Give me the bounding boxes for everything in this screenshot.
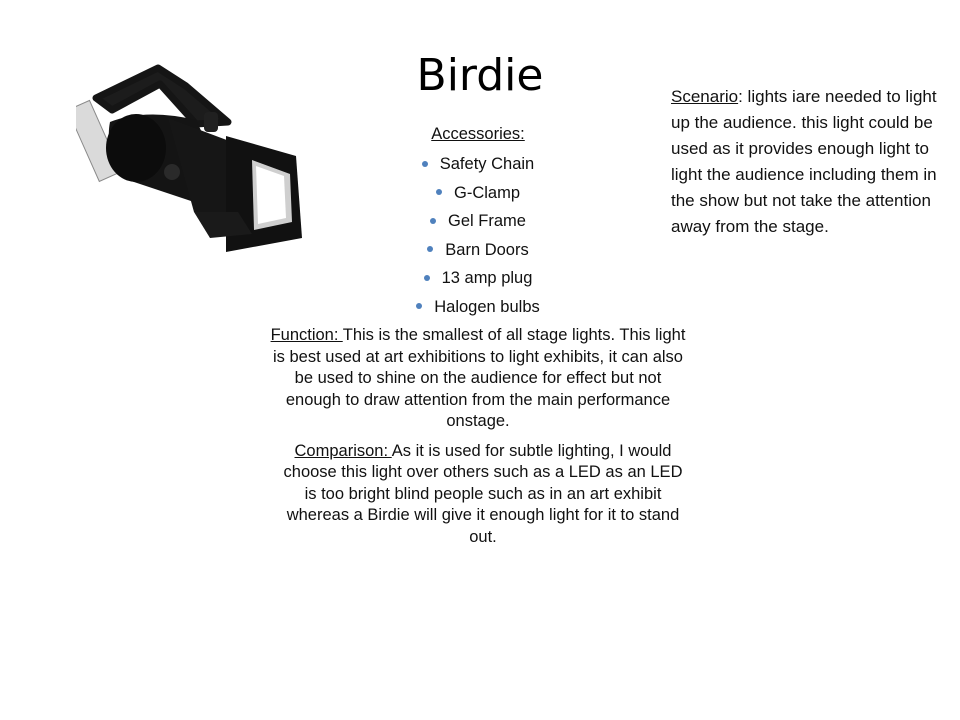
list-item bbox=[268, 236, 688, 265]
accessory-label: 13 amp plug bbox=[441, 269, 533, 287]
comparison-label: Comparison: bbox=[294, 441, 392, 460]
function-text: This is the smallest of all stage lights. This light is best used at art exhibitions to light exhibits, it can also be used to shine on the audience for effect but not enough to draw attention from the main performance onstage. bbox=[273, 326, 686, 430]
accessories-heading: Accessories: bbox=[431, 125, 525, 143]
slide-title: Birdie bbox=[416, 50, 544, 101]
scenario-block bbox=[671, 84, 941, 240]
bullet-icon bbox=[424, 275, 430, 281]
list-item bbox=[268, 293, 688, 322]
bullet-icon bbox=[427, 246, 433, 252]
accessory-label: Gel Frame bbox=[448, 212, 526, 230]
details-column bbox=[268, 120, 688, 548]
list-item bbox=[268, 179, 688, 208]
list-item bbox=[268, 264, 688, 293]
scenario-text: : lights iare needed to light up the audience. this light could be used as it provides enough light to light the audience including them in the show but not take the attention away from the stage. bbox=[671, 87, 937, 236]
bullet-icon bbox=[416, 303, 422, 309]
function-paragraph bbox=[268, 325, 688, 433]
accessory-label: Halogen bulbs bbox=[434, 297, 540, 316]
comparison-paragraph bbox=[268, 441, 688, 549]
bullet-icon bbox=[430, 218, 436, 224]
function-label: Function: bbox=[270, 326, 343, 344]
accessories-list bbox=[268, 150, 688, 321]
accessory-label: G-Clamp bbox=[453, 183, 520, 202]
accessory-label: Barn Doors bbox=[445, 240, 529, 259]
list-item bbox=[268, 150, 688, 179]
bullet-icon bbox=[436, 189, 442, 195]
bullet-icon bbox=[422, 161, 428, 167]
accessory-label: Safety Chain bbox=[439, 155, 535, 173]
scenario-label: Scenario bbox=[671, 87, 739, 106]
comparison-text: As it is used for subtle lighting, I would choose this light over others such as a LED as an LED is too bright blind people such as in an art exhibit whereas a Birdie will give it enough light for it to stand out. bbox=[283, 441, 683, 546]
list-item bbox=[268, 207, 688, 236]
